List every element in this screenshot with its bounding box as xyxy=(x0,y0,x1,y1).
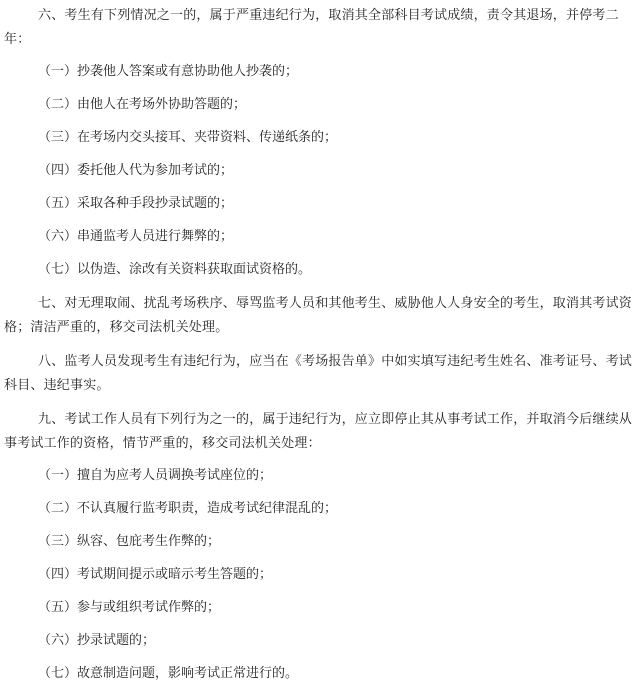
section-8-paragraph: 八、监考人员发现考生有违纪行为，应当在《考场报告单》中如实填写违纪考生姓名、准考证号、考试科目、违纪事实。 xyxy=(4,354,633,393)
section-7-paragraph: 七、对无理取闹、扰乱考场秩序、辱骂监考人员和其他考生、威胁他人人身安全的考生，取消其考试资格；清洁严重的，移交司法机关处理。 xyxy=(4,296,633,335)
section-9-item-1: （一）擅自为应考人员调换考试座位的； xyxy=(38,468,273,483)
section-6-item-4: （四）委托他人代为参加考试的； xyxy=(38,163,234,178)
section-9-item-6: （六）抄录试题的； xyxy=(38,633,156,648)
section-6-item-3: （三）在考场内交头接耳、夹带资料、传递纸条的； xyxy=(38,130,338,145)
section-9-item-3: （三）纵容、包庇考生作弊的； xyxy=(38,534,221,549)
section-9-item-4: （四）考试期间提示或暗示考生答题的； xyxy=(38,567,273,582)
section-9-item-7: （七）故意制造问题，影响考试正常进行的。 xyxy=(38,666,299,681)
section-6-item-7: （七）以伪造、涂改有关资料获取面试资格的。 xyxy=(38,262,312,277)
section-6-item-2: （二）由他人在考场外协助答题的； xyxy=(38,97,247,112)
section-9-item-2: （二）不认真履行监考职责，造成考试纪律混乱的； xyxy=(38,501,338,516)
section-6-item-1: （一）抄袭他人答案或有意协助他人抄袭的； xyxy=(38,64,299,79)
section-6-heading: 六、考生有下列情况之一的，属于严重违纪行为，取消其全部科目考试成绩，责令其退场，并停考二年： xyxy=(4,8,619,47)
section-9-heading: 九、考试工作人员有下列行为之一的，属于违纪行为，应立即停止其从事考试工作，并取消今后继续从事考试工作的资格，情节严重的，移交司法机关处理： xyxy=(4,412,633,451)
section-6-item-6: （六）串通监考人员进行舞弊的； xyxy=(38,229,234,244)
section-9-item-5: （五）参与或组织考试作弊的； xyxy=(38,600,221,615)
section-6-item-5: （五）采取各种手段抄录试题的； xyxy=(38,196,234,211)
